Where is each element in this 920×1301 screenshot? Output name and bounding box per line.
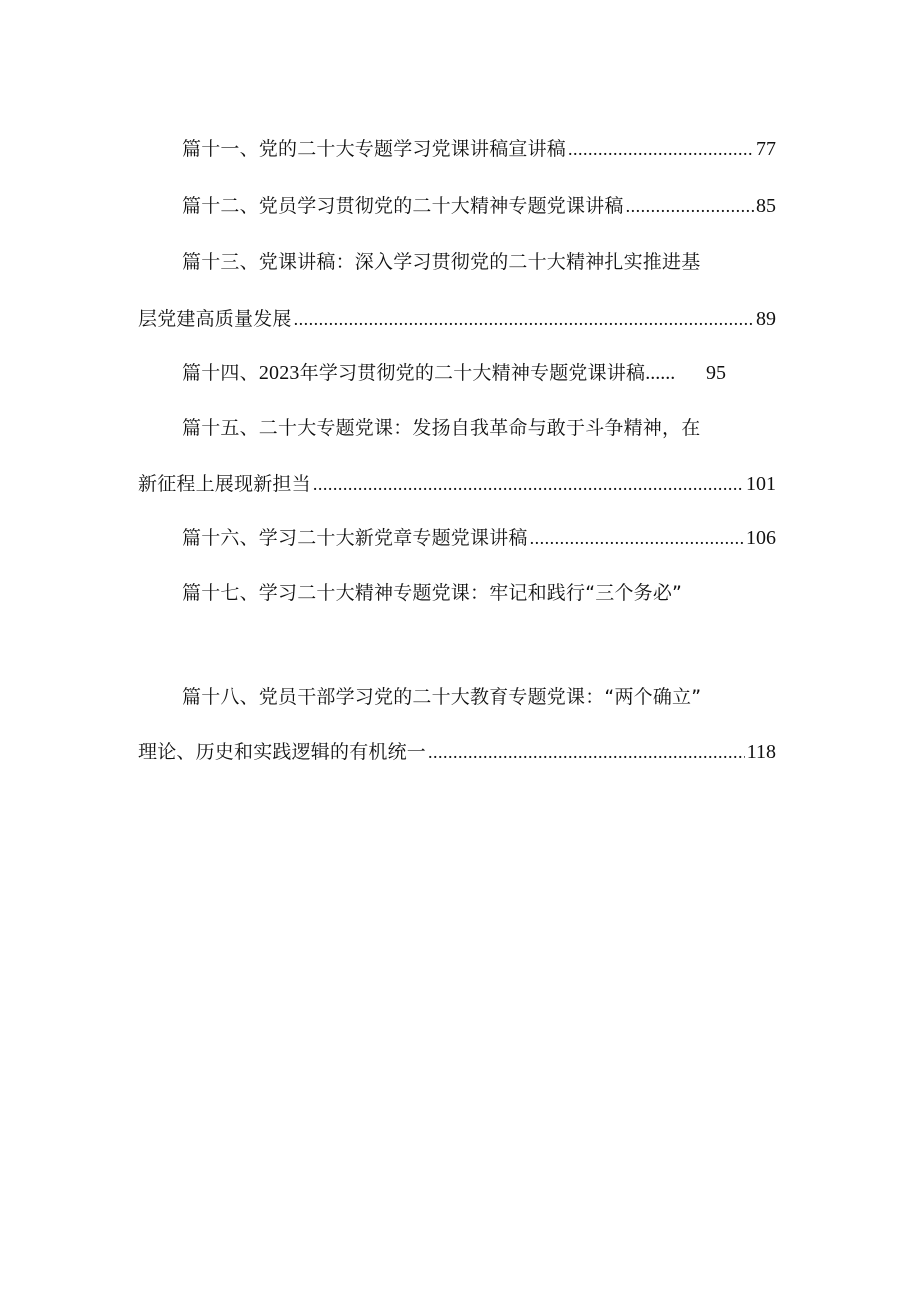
toc-entry-16[interactable] [182,521,776,551]
toc-entry-14[interactable] [182,356,726,386]
toc-entry-title: 理论、历史和实践逻辑的有机统一 [138,741,427,763]
dot-leader [294,306,754,332]
toc-entry-title: 篇十八、党员干部学习党的二十大教育专题党课：“两个确立” [182,686,702,708]
toc-entry-17[interactable] [182,576,776,606]
toc-entry-title: 篇十二、党员学习贯彻党的二十大精神专题党课讲稿 [182,195,624,217]
toc-page-number: 101 [746,473,776,495]
dot-leader [568,136,754,162]
toc-page-number: 85 [756,195,776,217]
toc-entry-12[interactable] [182,189,776,219]
toc-entry-title: 层党建高质量发展 [138,308,292,330]
dot-leader [530,525,744,551]
toc-entry-title-suffix: 年学习贯彻党的二十大精神专题党课讲稿 [299,362,646,384]
dot-leader [626,193,754,219]
toc-entry-title: 篇十七、学习二十大精神专题党课：牢记和践行“三个务必” [182,582,683,604]
toc-entry-13-continuation[interactable] [138,302,776,332]
toc-entry-title: 篇十三、党课讲稿：深入学习贯彻党的二十大精神扎实推进基 [182,251,701,273]
toc-entry-year: 2023 [258,362,300,384]
toc-page-number: 106 [746,527,776,549]
toc-page-number: 89 [756,308,776,330]
toc-entry-title: 新征程上展现新担当 [138,473,311,495]
dot-leader: ...... [645,362,676,384]
toc-page-number: 77 [756,138,776,160]
toc-entry-18[interactable] [182,680,776,710]
dot-leader [313,471,744,497]
toc-entry-13[interactable] [182,245,776,275]
toc-entry-title [182,360,645,386]
toc-entry-11[interactable] [182,132,776,162]
toc-entry-title: 篇十一、党的二十大专题学习党课讲稿宣讲稿 [182,138,567,160]
toc-page-number: 118 [746,741,776,763]
toc-entry-15[interactable] [182,411,776,441]
toc-entry-title: 篇十六、学习二十大新党章专题党课讲稿 [182,527,528,549]
toc-page-number: 95 [706,362,726,384]
toc-entry-15-continuation[interactable] [138,467,776,497]
toc-entry-title-prefix: 篇十四、 [182,362,259,384]
dot-leader [428,739,745,765]
toc-entry-18-continuation[interactable] [138,735,776,765]
toc-entry-title: 篇十五、二十大专题党课：发扬自我革命与敢于斗争精神，在 [182,417,701,439]
